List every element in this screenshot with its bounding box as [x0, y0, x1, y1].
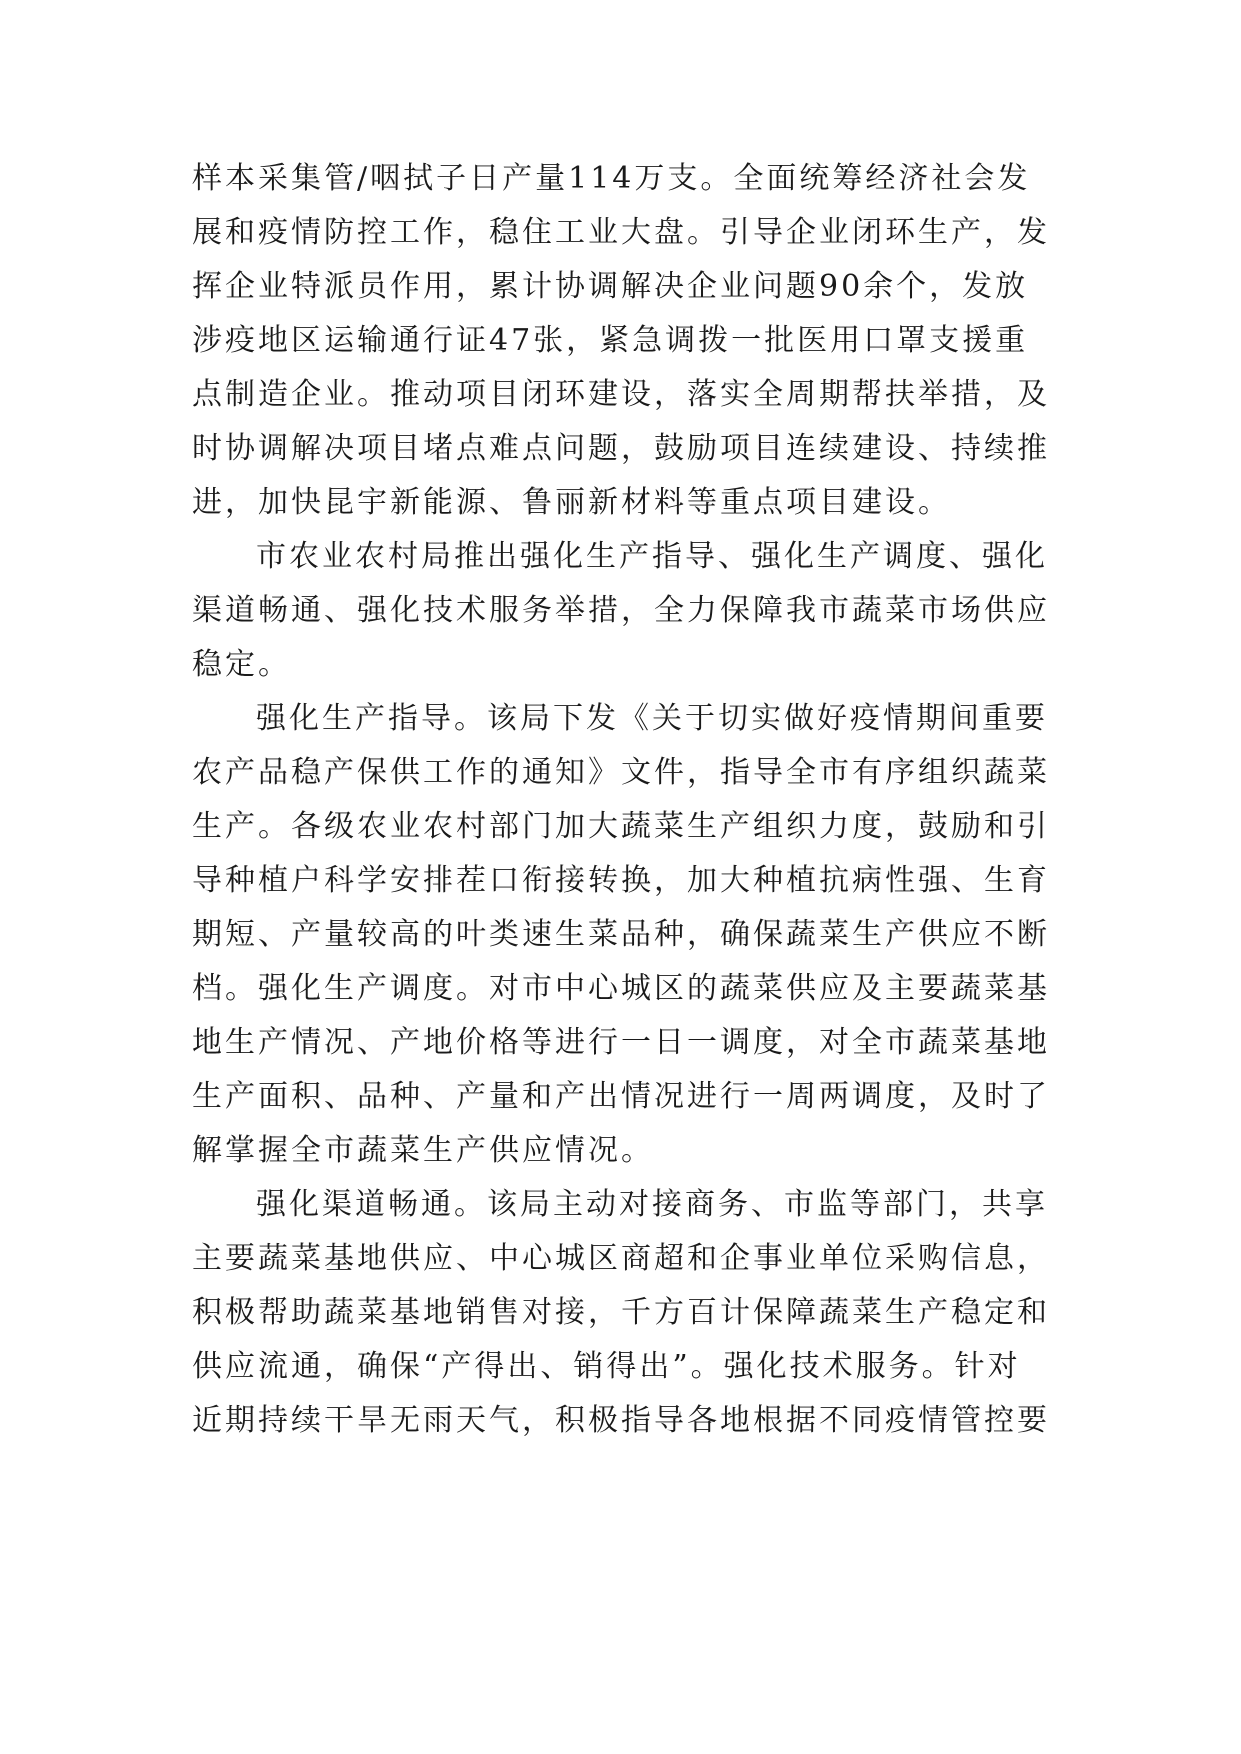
text-line: 生产。各级农业农村部门加大蔬菜生产组织力度，鼓励和引	[192, 809, 1050, 844]
text-line: 强化生产指导。该局下发《关于切实做好疫情期间重要	[256, 701, 1048, 736]
text-line: 展和疫情防控工作，稳住工业大盘。引导企业闭环生产，发	[192, 215, 1050, 250]
text-line: 渠道畅通、强化技术服务举措，全力保障我市蔬菜市场供应	[192, 593, 1050, 628]
text-line: 地生产情况、产地价格等进行一日一调度，对全市蔬菜基地	[192, 1025, 1050, 1060]
text-line: 进，加快昆宇新能源、鲁丽新材料等重点项目建设。	[192, 485, 951, 520]
text-line: 解掌握全市蔬菜生产供应情况。	[192, 1133, 654, 1168]
text-line: 稳定。	[192, 647, 291, 682]
text-line: 供应流通，确保“产得出、销得出”。强化技术服务。针对	[192, 1349, 1021, 1384]
text-line: 积极帮助蔬菜基地销售对接，千方百计保障蔬菜生产稳定和	[192, 1295, 1050, 1330]
text-line: 市农业农村局推出强化生产指导、强化生产调度、强化	[256, 539, 1048, 574]
text-line: 时协调解决项目堵点难点问题，鼓励项目连续建设、持续推	[192, 431, 1050, 466]
text-line: 期短、产量较高的叶类速生菜品种，确保蔬菜生产供应不断	[192, 917, 1050, 952]
text-line: 农产品稳产保供工作的通知》文件，指导全市有序组织蔬菜	[192, 755, 1050, 790]
text-line: 生产面积、品种、产量和产出情况进行一周两调度，及时了	[192, 1079, 1050, 1114]
text-line: 涉疫地区运输通行证47张，紧急调拨一批医用口罩支援重	[192, 323, 1029, 358]
text-line: 挥企业特派员作用，累计协调解决企业问题90余个，发放	[192, 269, 1029, 304]
text-line: 点制造企业。推动项目闭环建设，落实全周期帮扶举措，及	[192, 377, 1050, 412]
text-line: 主要蔬菜基地供应、中心城区商超和企事业单位采购信息，	[192, 1241, 1050, 1276]
text-line: 导种植户科学安排茬口衔接转换，加大种植抗病性强、生育	[192, 863, 1050, 898]
text-line: 强化渠道畅通。该局主动对接商务、市监等部门，共享	[256, 1187, 1048, 1222]
text-line: 档。强化生产调度。对市中心城区的蔬菜供应及主要蔬菜基	[192, 971, 1050, 1006]
text-line: 样本采集管/咽拭子日产量114万支。全面统筹经济社会发	[192, 161, 1031, 196]
text-line: 近期持续干旱无雨天气，积极指导各地根据不同疫情管控要	[192, 1403, 1050, 1438]
